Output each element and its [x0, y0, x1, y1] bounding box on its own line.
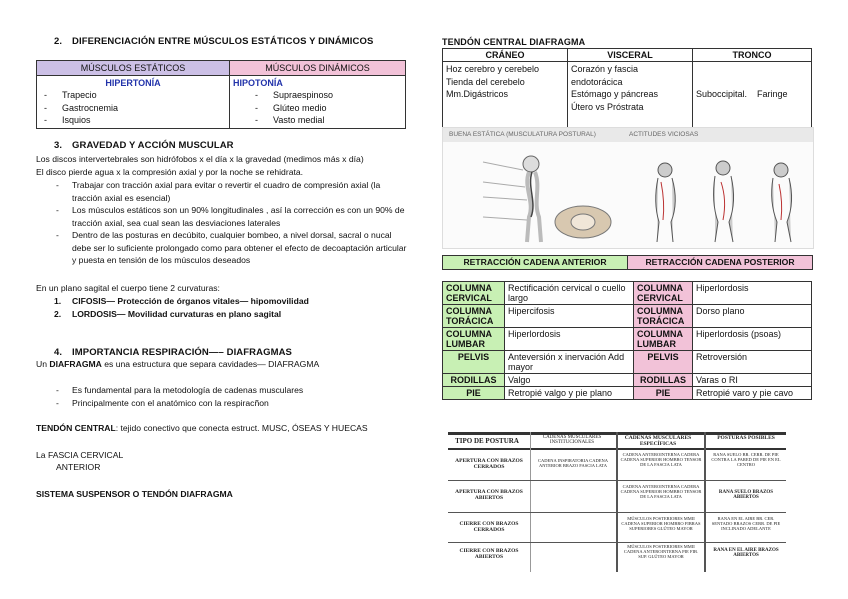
posterior-label: PELVIS	[634, 351, 693, 374]
static-cell	[37, 76, 230, 129]
anterior-label: PELVIS	[443, 351, 505, 374]
col-dynamic-header: MÚSCULOS DINÁMICOS	[230, 61, 406, 76]
vicious-figures	[656, 161, 792, 242]
dynamic-subhead: HIPOTONÍA	[233, 78, 283, 88]
col-cranio-header: CRÁNEO	[443, 49, 568, 62]
table-row: CIERRE CON BRAZOS ABIERTOS MÚSCULOS POSTERIORES MMII CADENA ANTEROINTERNA PIE FIB. SUP. GLÚTEO MAYOR RANA EN EL AIRE BRAZOS ABIERTOS	[459, 544, 779, 560]
posterior-label: COLUMNA LUMBAR	[634, 328, 693, 351]
table-row: APERTURA CON BRAZOS CERRADOS CADENA INSPIRATORIA CADENA ANTERIOR BRAZO FASCIA LATA CADENA ANTEROINTERNA CADERA CADENA SUPERIOR HOMBRO TENSOR DE LA FASCIA LATA RANA SUELO BR. CERR. DE PIE CONTRA LA PARED DE PIE EN EL CENTRO	[455, 452, 781, 470]
posterior-label: RODILLAS	[634, 374, 693, 387]
dynamic-list	[233, 89, 402, 127]
good-static-caption: BUENA ESTÁTICA (MUSCULATURA POSTURAL)	[449, 131, 596, 138]
cranio-cell: Hoz cerebro y cerebelo Tienda del cerebelo Mm.Digástricos	[443, 62, 568, 202]
list-item: - Trapecio	[40, 89, 226, 102]
posterior-value: Varas o RI	[693, 374, 812, 387]
posterior-value: Retropié varo y pie cavo	[693, 387, 812, 400]
section-3-heading: 3. GRAVEDAD Y ACCIÓN MUSCULAR	[54, 140, 234, 151]
anterior-value: Rectificación cervical o cuello largo	[505, 282, 634, 305]
fascia-line-1: La FASCIA CERVICAL	[36, 450, 124, 460]
anterior-value: Hipercifosis	[505, 305, 634, 328]
list-item: - Dentro de las posturas en decúbito, cualquier bombeo, a nivel dorsal, sacral o nucal debe ser lo suficiente prolongado como para obtener el efecto de decoaptación articular y puesta en tensión de los músculos deseados	[36, 229, 410, 267]
retraction-anterior-header: RETRACCIÓN CADENA ANTERIOR	[442, 255, 628, 270]
table-row	[443, 328, 812, 351]
list-item: - Supraespinoso	[251, 89, 402, 102]
section-4-bullets	[36, 384, 410, 409]
list-item: - Vasto medial	[251, 114, 402, 127]
list-item: - Gastrocnemia	[40, 102, 226, 115]
standing-figure	[483, 156, 541, 242]
posture-illustration	[442, 127, 814, 249]
list-item: - Isquios	[40, 114, 226, 127]
list-item: - Trabajar con tracción axial para evitar o revertir el cuadro de compresión axial (la tracción axial es esencial)	[36, 179, 410, 204]
anterior-value: Retropié valgo y pie plano	[505, 387, 634, 400]
posterior-value: Hiperlordosis (psoas)	[693, 328, 812, 351]
anterior-label: COLUMNA LUMBAR	[443, 328, 505, 351]
posterior-value: Dorso plano	[693, 305, 812, 328]
tronco-cell: Suboccipital. Faringe	[693, 62, 812, 202]
anterior-value: Valgo	[505, 374, 634, 387]
table-row: CIERRE CON BRAZOS CERRADOS MÚSCULOS POSTERIORES MMII CADENA SUPERIOR HOMBRO FIBRAS SUPERIORES GLÚTEO MAYOR RANA EN EL AIRE BR. CER. SENTADO BRAZOS CERR. DE PIE INCLINADO ADELANTE	[459, 516, 781, 533]
tendon-table-title: TENDÓN CENTRAL DIAFRAGMA	[442, 37, 586, 47]
table-row	[443, 374, 812, 387]
retraction-table	[442, 281, 812, 400]
anterior-label: COLUMNA TORÁCICA	[443, 305, 505, 328]
list-item: - Principalmente con el anatómico con la respiracñon	[36, 397, 410, 410]
dynamic-cell	[230, 76, 406, 129]
muscle-comparison-table	[36, 60, 406, 129]
static-subhead: HIPERTONÍA	[105, 78, 161, 88]
anterior-value: Anteversión x inervación Add mayor	[505, 351, 634, 374]
posture-header-tipo: TIPO DE POSTURA	[455, 437, 519, 445]
posterior-label: COLUMNA CERVICAL	[634, 282, 693, 305]
section-4-intro: Un DIAFRAGMA es una estructura que separa cavidades— DIAFRAGMA	[36, 359, 320, 369]
posture-figures	[443, 142, 813, 248]
tendon-central-def: TENDÓN CENTRAL: tejido conectivo que conecta estruct. MUSC, ÓSEAS Y HUECAS	[36, 423, 368, 433]
anterior-label: RODILLAS	[443, 374, 505, 387]
anterior-label: PIE	[443, 387, 505, 400]
section-3-intro: Los discos intervertebrales son hidrófobos x el día x la gravedad (medimos más x día) El disco pierde agua x la compresión axial y por la noche se rehidrata.	[36, 154, 364, 177]
col-static-header: MÚSCULOS ESTÁTICOS	[37, 61, 230, 76]
posterior-label: PIE	[634, 387, 693, 400]
posterior-label: COLUMNA TORÁCICA	[634, 305, 693, 328]
pelvis-diagram	[555, 206, 611, 238]
posterior-value: Hiperlordosis	[693, 282, 812, 305]
col-visceral-header: VISCERAL	[568, 49, 693, 62]
list-item: - Es fundamental para la metodología de cadenas musculares	[36, 384, 410, 397]
visceral-cell: Corazón y fascia endotorácica Estómago y páncreas Útero vs Próstrata	[568, 62, 693, 202]
static-list	[40, 89, 226, 127]
section-2-heading: 2. DIFERENCIACIÓN ENTRE MÚSCULOS ESTÁTICOS Y DINÁMICOS	[54, 36, 374, 47]
suspensor-heading: SISTEMA SUSPENSOR O TENDÓN DIAFRAGMA	[36, 489, 233, 499]
plane-intro: En un plano sagital el cuerpo tiene 2 curvaturas:	[36, 283, 220, 293]
table-row	[443, 387, 812, 400]
section-3-bullets	[36, 179, 410, 267]
vicious-attitudes-caption: ACTITUDES VICIOSAS	[629, 131, 699, 138]
section-4-heading: 4. IMPORTANCIA RESPIRACIÓN—– DIAFRAGMAS	[54, 347, 292, 358]
posterior-value: Retroversión	[693, 351, 812, 374]
posture-header-inst: CADENAS MUSCULARES INSTITUCIONALES	[542, 435, 602, 445]
posture-type-table	[448, 432, 786, 572]
curve-2: 2. LORDOSIS— Movilidad curvaturas en plano sagital	[54, 309, 282, 319]
anterior-label: COLUMNA CERVICAL	[443, 282, 505, 305]
fascia-line-2: ANTERIOR	[56, 462, 101, 472]
posture-header-esp: CADENAS MUSCULARES ESPECÍFICAS	[624, 435, 692, 447]
col-tronco-header: TRONCO	[693, 49, 812, 62]
retraction-posterior-header: RETRACCIÓN CADENA POSTERIOR	[627, 255, 813, 270]
table-row	[443, 305, 812, 328]
list-item: - Glúteo medio	[251, 102, 402, 115]
table-row: APERTURA CON BRAZOS ABIERTOS CADENA ANTEROINTERNA CADERA CADENA SUPERIOR HOMBRO TENSOR DE LA FASCIA LATA RANA SUELO BRAZOS ABIERTOS	[455, 484, 774, 501]
anterior-value: Hiperlordosis	[505, 328, 634, 351]
table-row	[443, 282, 812, 305]
list-item: - Los músculos estáticos son un 90% longitudinales , así la corrección es con un 90% de tracción axial, sea cual sean las desviaciones laterales	[36, 204, 410, 229]
table-row	[443, 351, 812, 374]
curve-1: 1. CIFOSIS— Protección de órganos vitales— hipomovilidad	[54, 296, 309, 306]
posture-header-pos: POSTURAS POSIBLES	[717, 435, 775, 441]
